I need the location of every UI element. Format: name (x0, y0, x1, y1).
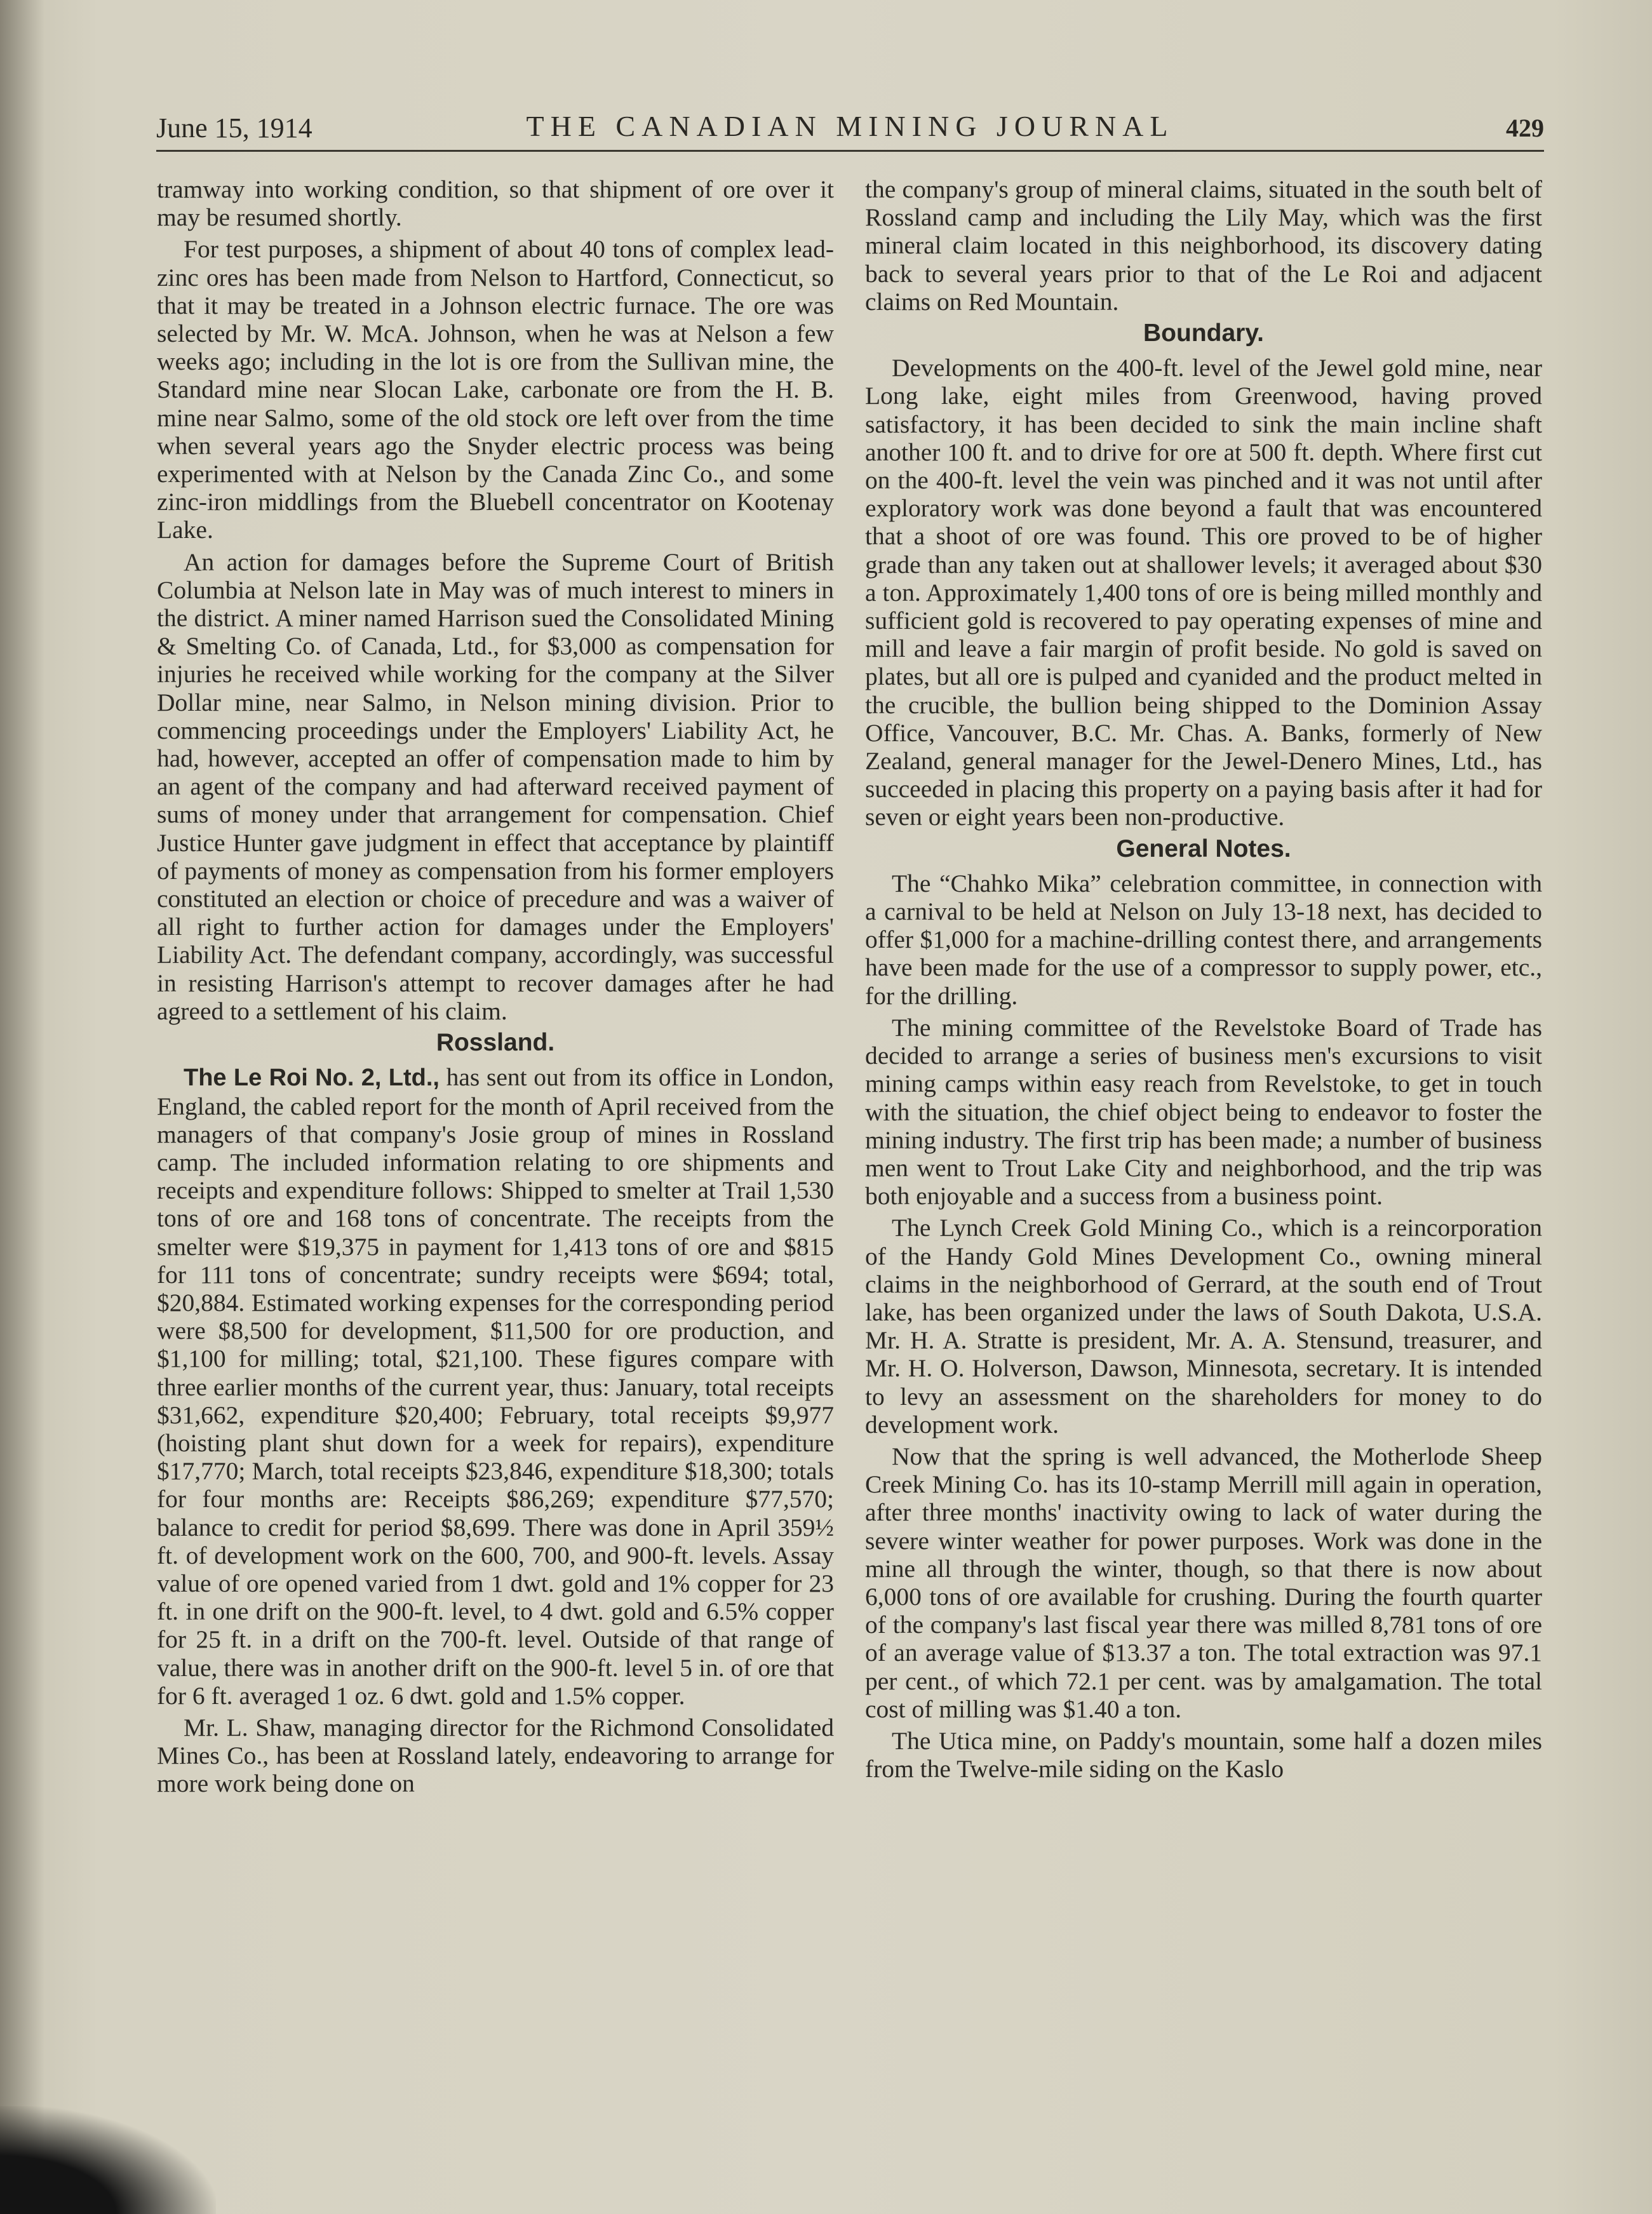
paragraph: Now that the spring is well advanced, the Motherlode Sheep Creek Mining Co. has its 10-stamp Merrill mill again in operation, after three months' inactivity owing to lack of water during the severe winter weather for power purposes. Work was done in the mine all through the winter, though, so that there is now about 6,000 tons of ore available for crushing. During the fourth quarter of the company's last fiscal year there was milled 8,781 tons of ore of an average value of $13.37 a ton. The total extraction was 97.1 per cent., of which 72.1 per cent. was by amalgamation. The total cost of milling was $1.40 a ton. (865, 1442, 1542, 1723)
paragraph: tramway into working condition, so that shipment of ore over it may be resumed shortly. (157, 175, 834, 232)
paragraph: An action for damages before the Supreme Court of British Columbia at Nelson late in May was of much interest to miners in the district. A miner named Harrison sued the Consolidated Mining & Smelting Co. of Canada, Ltd., for $3,000 as compensation for injuries he received while working for the company at the Silver Dollar mine, near Salmo, in Nelson mining division. Prior to commencing proceedings under the Employers' Liability Act, he had, however, accepted an offer of compensation made to him by an agent of the company and had afterward received payment of sums of money under that arrangement for compensation. Chief Justice Hunter gave judgment in effect that acceptance by plaintiff of payments of money as compensation from his former employers constituted an election or choice of precedure and was a waiver of all right to further action for damages under the Employers' Liability Act. The defendant company, accordingly, was successful in resisting Harrison's attempt to recover damages after he had agreed to a settlement of his claim. (157, 547, 834, 1025)
running-header (156, 108, 1544, 147)
paragraph: The mining committee of the Revelstoke Board of Trade has decided to arrange a series of business men's excursions to visit mining camps within easy reach from Revelstoke, to get in touch with the situation, the chief object being to endeavor to foster the mining industry. The first trip has been made; a number of business men went to Trout Lake City and neighborhood, and the trip was both enjoyable and a success from a business point. (865, 1013, 1542, 1211)
paragraph: the company's group of mineral claims, situated in the south belt of Rossland camp and including the Lily May, which was the first mineral claim located in this neighborhood, its discovery dating back to several years prior to that of the Le Roi and adjacent claims on Red Mountain. (865, 175, 1542, 316)
issue-date: June 15, 1914 (156, 112, 312, 144)
scan-corner-shadow (0, 2106, 216, 2214)
page-number: 429 (1506, 114, 1544, 142)
paragraph: The Lynch Creek Gold Mining Co., which is a reincorporation of the Handy Gold Mines Development Co., owning mineral claims in the neighborhood of Gerrard, at the south end of Trout lake, has been organized under the laws of South Dakota, U.S.A. Mr. H. A. Stratte is president, Mr. A. A. Stensund, treasurer, and Mr. H. O. Holverson, Dawson, Minnesota, secretary. It is intended to levy an assessment on the shareholders for money to do development work. (865, 1214, 1542, 1439)
company-name-lead: The Le Roi No. 2, Ltd., (184, 1064, 440, 1092)
journal-title: THE CANADIAN MINING JOURNAL (526, 110, 1174, 142)
paragraph: The Utica mine, on Paddy's mountain, some half a dozen miles from the Twelve-mile siding on the Kaslo (865, 1726, 1542, 1783)
paragraph (157, 1063, 834, 1710)
paragraph: The “Chahko Mika” celebration committee, in connection with a carnival to be held at Nelson on July 13-18 next, has decided to offer $1,000 for a machine-drilling contest there, and arrangements have been made for the use of a compressor to supply power, etc., for the drilling. (865, 869, 1542, 1010)
section-heading-general-notes: General Notes. (1116, 835, 1291, 862)
paragraph: Mr. L. Shaw, managing director for the Richmond Consolidated Mines Co., has been at Rossland lately, endeavoring to arrange for more work being done on (157, 1713, 834, 1798)
header-rule (156, 150, 1544, 152)
paragraph-text: has sent out from its office in London, England, the cabled report for the month of April received from the managers of that company's Josie group of mines in Rossland camp. The included information relating to ore shipments and receipts and expenditure follows: Shipped to smelter at Trail 1,530 tons of ore and 168 tons of concentrate. The receipts from the smelter were $19,375 in payment for 1,413 tons of ore and $815 for 111 tons of concentrate; sundry receipts were $694; total, $20,884. Estimated working expenses for the corresponding period were $8,500 for development, $11,500 for ore production, and $1,100 for milling; total, $21,100. These figures compare with three earlier months of the current year, thus: January, total receipts $31,662, expenditure $20,400; February, total receipts $9,977 (hoisting plant shut down for a week for repairs), expenditure $17,770; March, total receipts $23,846, expenditure $18,300; totals for four months are: Receipts $86,269; expenditure $77,570; balance to credit for period $8,699. There was done in April 359½ ft. of development work on the 600, 700, and 900-ft. levels. Assay value of ore opened varied from 1 dwt. gold and 1% copper for 23 ft. in one drift on the 900-ft. level, to 4 dwt. gold and 6.5% copper for 25 ft. in a drift on the 700-ft. level. Outside of that range of value, there was in another drift on the 900-ft. level 5 in. of ore that for 6 ft. averaged 1 oz. 6 dwt. gold and 1.5% copper. (157, 1063, 834, 1710)
right-column (865, 175, 1542, 2093)
section-heading-boundary: Boundary. (1143, 319, 1264, 347)
left-column (157, 175, 834, 2093)
paragraph: For test purposes, a shipment of about 40 tons of complex lead-zinc ores has been made from Nelson to Hartford, Connecticut, so that it may be treated in a Johnson electric furnace. The ore was selected by Mr. W. McA. Johnson, when he was at Nelson a few weeks ago; including in the lot is ore from the Sullivan mine, the Standard mine near Slocan Lake, carbonate ore from the H. B. mine near Salmo, some of the old stock ore left over from the time when several years ago the Snyder electric process was being experimented with at Nelson by the Canada Zinc Co., and some zinc-iron middlings from the Bluebell concentrator on Kootenay Lake. (157, 235, 834, 544)
section-heading-rossland: Rossland. (436, 1029, 555, 1057)
paragraph: Developments on the 400-ft. level of the Jewel gold mine, near Long lake, eight miles from Greenwood, having proved satisfactory, it has been decided to sink the main incline shaft another 100 ft. and to drive for ore at 500 ft. depth. Where first cut on the 400-ft. level the vein was pinched and it was not until after exploratory work was done beyond a fault that was encountered that a shoot of ore was found. This ore proved to be of higher grade than any taken out at shallower levels; it averaged about $30 a ton. Approximately 1,400 tons of ore is being milled monthly and sufficient gold is recovered to pay operating expenses of mine and mill and leave a fair margin of profit beside. No gold is saved on plates, but all ore is pulped and cyanided and the product melted in the crucible, the bullion being shipped to the Dominion Assay Office, Vancouver, B.C. Mr. Chas. A. Banks, formerly of New Zealand, general manager for the Jewel-Denero Mines, Ltd., has succeeded in placing this property on a paying basis after it had for seven or eight years been non-productive. (865, 354, 1542, 831)
binding-shadow (0, 0, 44, 2214)
